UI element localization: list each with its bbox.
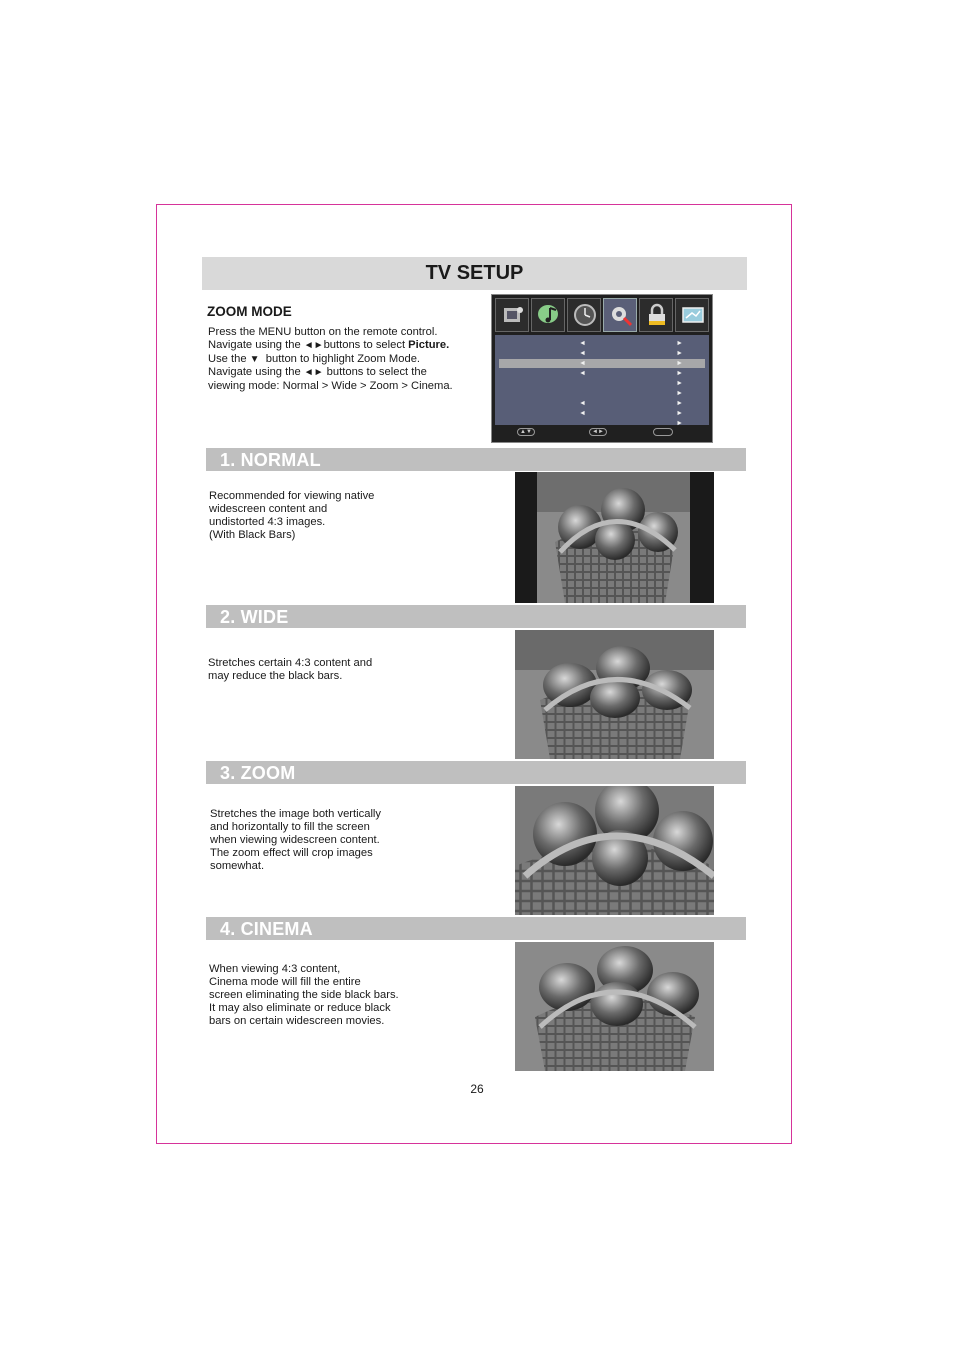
normal-mode-example-image [515,472,714,603]
section-wide-title: 2. WIDE [220,607,289,627]
section-normal-description [209,490,374,542]
section-cinema-title: 4. CINEMA [220,919,313,939]
osd-right-arrow-icon: ► [676,390,683,397]
instruction-line-4 [208,366,478,380]
osd-left-arrow-icon: ◄ [579,400,586,407]
zoom-mode-heading: ZOOM MODE [207,304,292,319]
osd-row-zoom-mode [499,359,705,368]
left-right-arrows-icon: ◄► [303,339,324,351]
osd-right-arrow-icon: ► [676,420,683,427]
wide-mode-example-image [515,630,714,759]
osd-footer [495,427,709,439]
osd-left-arrow-icon: ◄ [579,410,586,417]
section-zoom-title: 3. ZOOM [220,763,296,783]
picture-label: Picture. [408,338,450,351]
osd-row [499,419,705,425]
osd-right-arrow-icon: ► [676,380,683,387]
description-line: When viewing 4:3 content, [209,963,341,975]
description-line: It may also eliminate or reduce black [209,1001,391,1014]
instruction-text: Navigate using the [208,338,304,351]
osd-right-arrow-icon: ► [676,370,683,377]
cinema-mode-example-image [515,942,714,1071]
osd-row [499,339,705,348]
description-line: Stretches certain 4:3 content and [208,657,373,669]
section-wide-description [208,657,372,683]
description-line: may reduce the black bars. [208,669,343,682]
osd-row [499,379,705,388]
instruction-text: buttons to select [323,338,409,351]
description-line: The zoom effect will crop images [210,846,373,859]
instruction-line-2 [208,339,478,353]
description-line: screen eliminating the side black bars. [209,988,399,1001]
osd-right-arrow-icon: ► [676,400,683,407]
apple-basket-photo [515,786,714,915]
description-line: Cinema mode will fill the entire [209,975,361,988]
osd-left-arrow-icon: ◄ [579,360,586,367]
osd-up-down-key-icon: ▲▼ [517,428,535,436]
instruction-line-1: Press the MENU button on the remote control. [208,326,438,338]
osd-right-arrow-icon: ► [676,340,683,347]
description-line: bars on certain widescreen movies. [209,1014,385,1027]
instruction-text: button to highlight Zoom Mode. [259,352,421,365]
left-right-arrows-icon: ◄► [303,367,324,379]
description-line: (With Black Bars) [209,528,296,541]
page-number: 26 [470,1082,484,1096]
osd-menu-tabs [495,298,709,334]
description-line: undistorted 4:3 images. [209,515,326,528]
osd-time-icon [567,298,601,332]
osd-left-arrow-icon: ◄ [579,370,586,377]
osd-setup-icon [603,298,637,332]
osd-row [499,369,705,378]
osd-right-arrow-icon: ► [676,410,683,417]
osd-left-arrow-icon: ◄ [579,340,586,347]
apple-basket-photo [515,630,714,759]
osd-row [499,409,705,418]
osd-right-arrow-icon: ► [676,360,683,367]
osd-row [499,399,705,408]
description-line: widescreen content and [209,502,328,515]
osd-menu-screenshot [491,294,713,443]
section-zoom-header [206,761,746,784]
osd-lock-icon [639,298,673,332]
apple-basket-photo [515,942,714,1071]
zoom-mode-example-image [515,786,714,915]
zoom-mode-instructions [208,326,478,393]
osd-screen-icon [675,298,709,332]
section-wide-header [206,605,746,628]
osd-row [499,389,705,398]
description-line: Stretches the image both vertically [210,808,382,820]
osd-menu-key-icon [653,428,673,436]
instruction-line-5: viewing mode: Normal > Wide > Zoom > Cinema. [208,380,453,393]
description-line: and horizontally to fill the screen [210,820,370,833]
osd-row [499,349,705,358]
instruction-text: Navigate using the [208,366,304,379]
description-line: when viewing widescreen content. [210,833,380,846]
section-normal-title: 1. NORMAL [220,450,321,470]
section-normal-header [206,448,746,471]
instruction-text: Use the [208,352,250,365]
down-arrow-icon: ▼ [249,353,260,365]
section-cinema-description [209,963,399,1028]
osd-left-arrow-icon: ◄ [579,350,586,357]
apple-basket-photo [515,472,714,603]
osd-left-right-key-icon: ◄► [589,428,607,436]
instruction-text: buttons to select the [323,366,427,379]
description-line: Recommended for viewing native [209,490,375,502]
osd-menu-list [495,335,709,425]
section-zoom-description [210,808,381,873]
osd-audio-icon [531,298,565,332]
osd-channel-icon [495,298,529,332]
instruction-line-3 [208,353,478,367]
page-title-bar [202,257,747,290]
page-title: TV SETUP [425,262,524,284]
description-line: somewhat. [210,859,265,872]
osd-right-arrow-icon: ► [676,350,683,357]
section-cinema-header [206,917,746,940]
